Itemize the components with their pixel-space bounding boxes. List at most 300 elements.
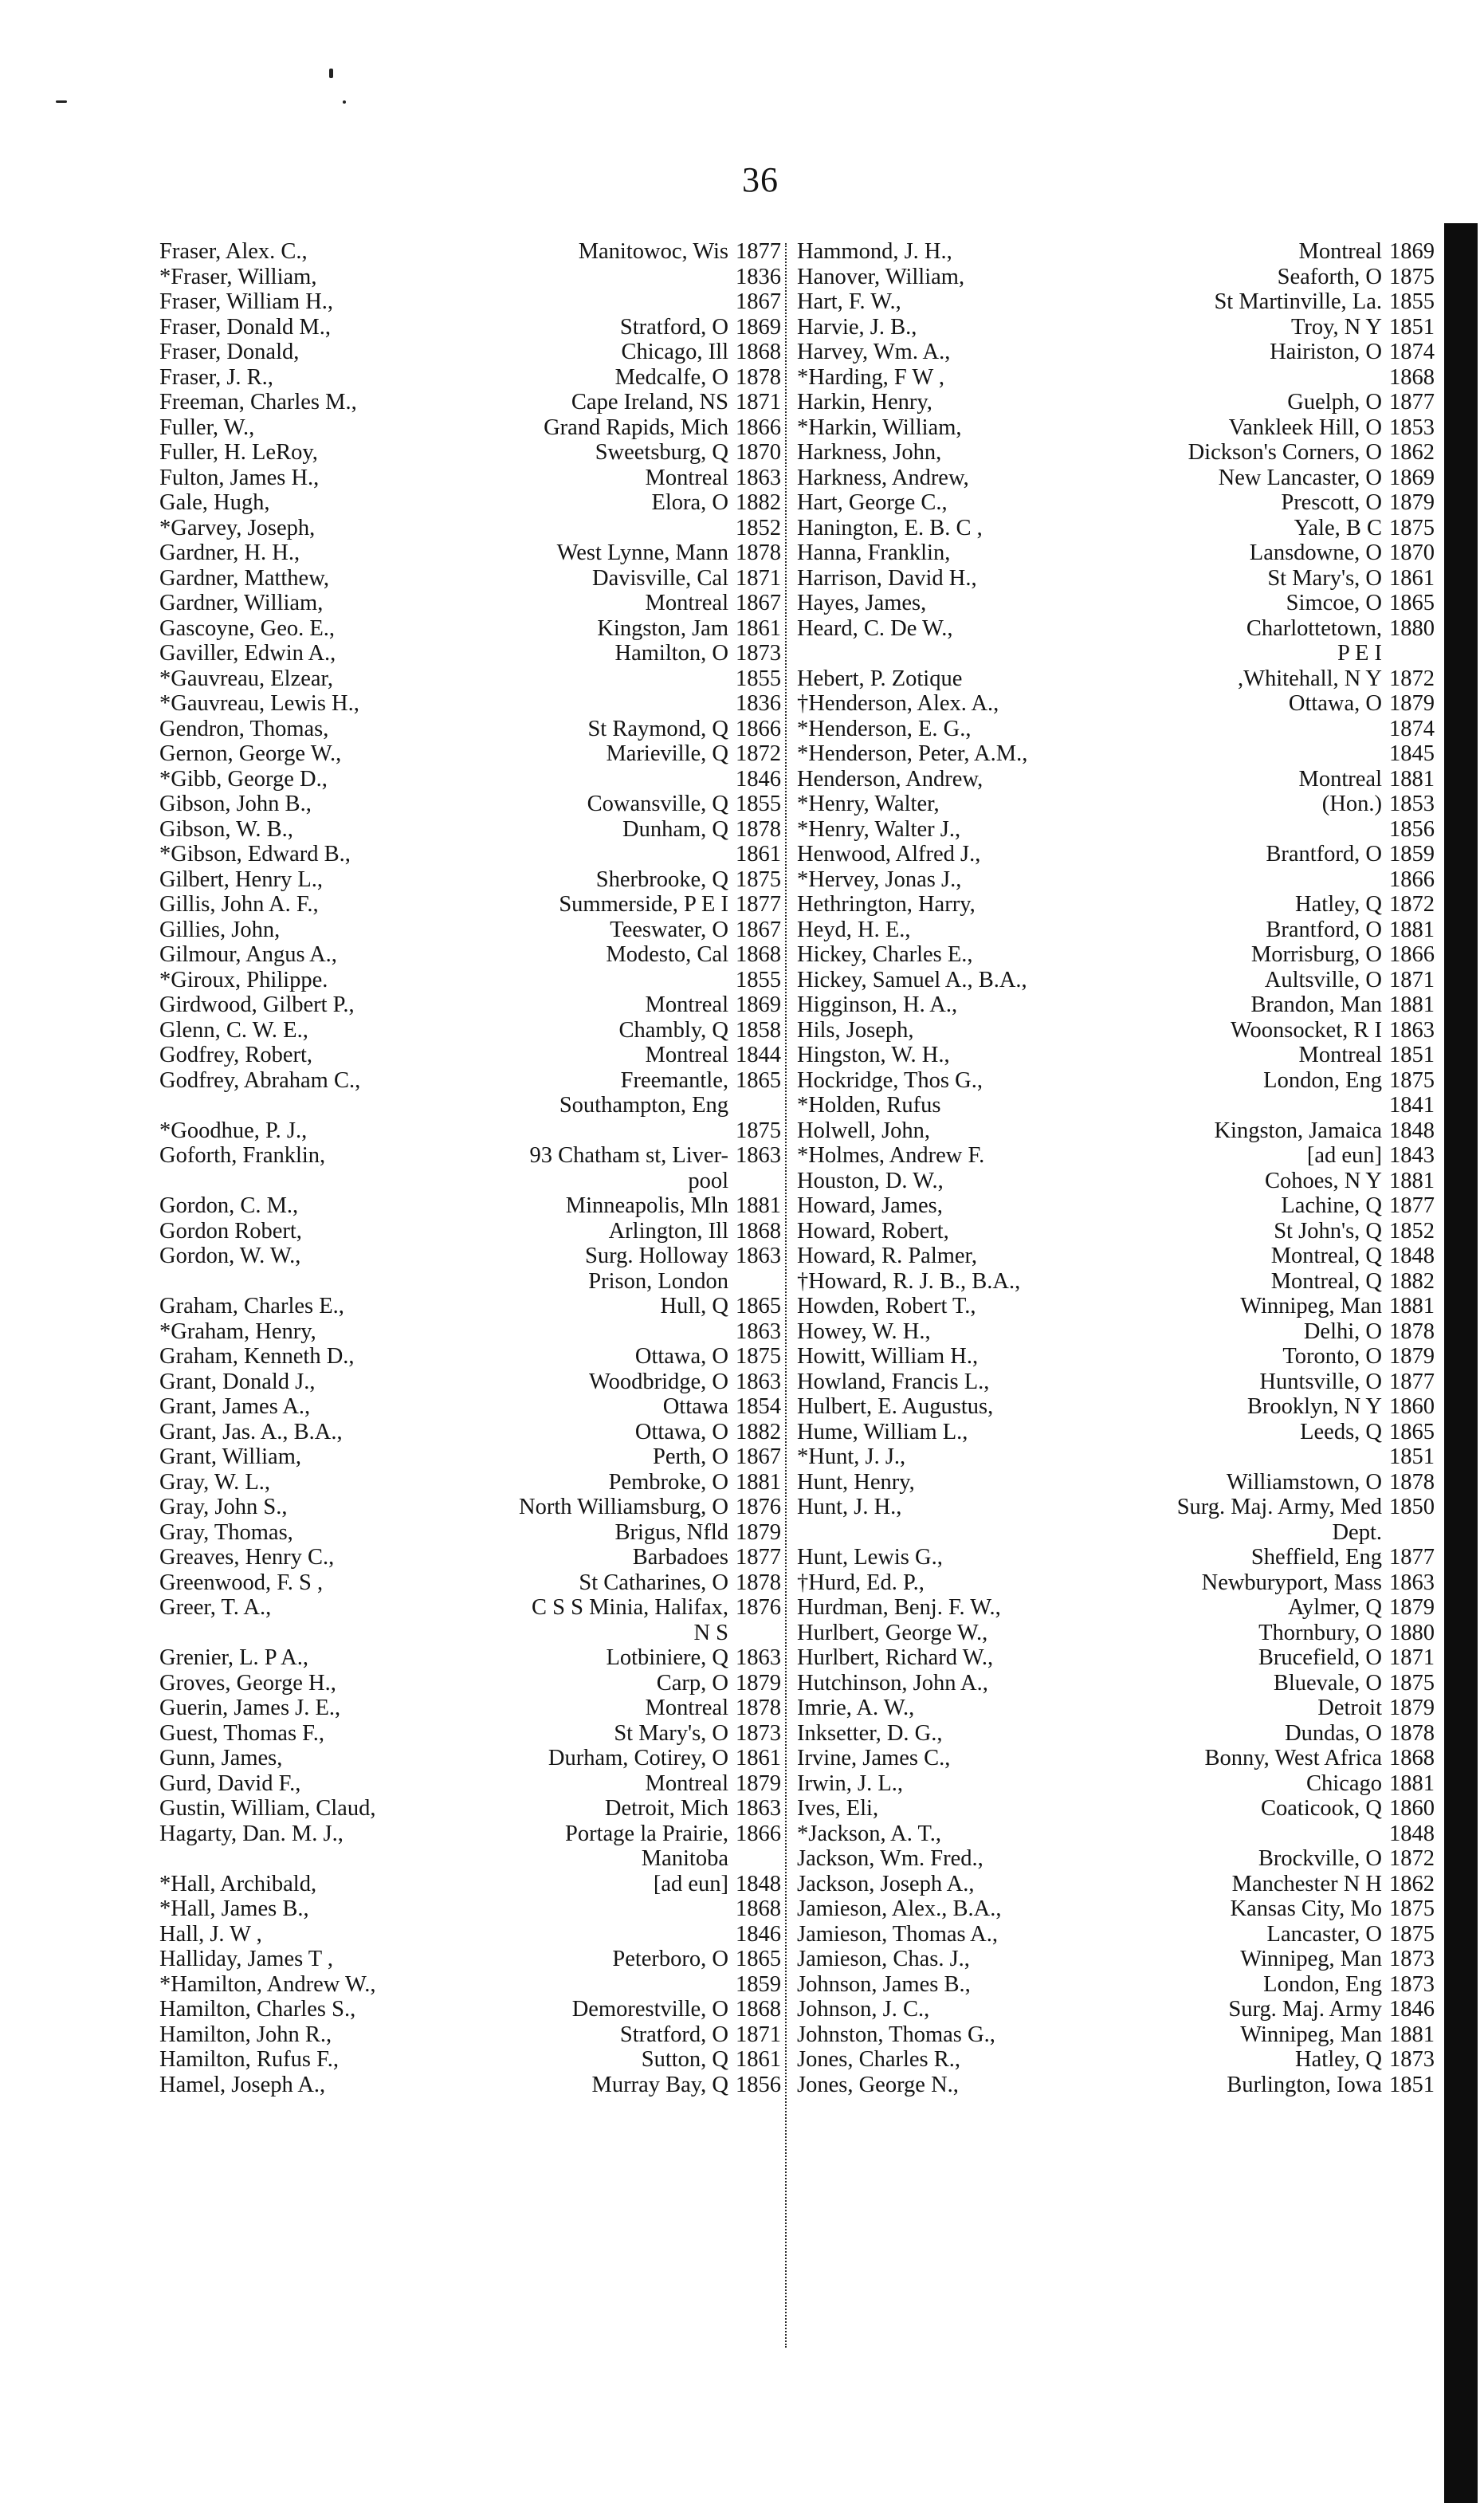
entry-name: Gernon, George W., [159, 741, 342, 766]
entry-name: *Gauvreau, Elzear, [159, 666, 334, 691]
entry-place: Arlington, Ill [608, 1218, 728, 1244]
entry-year: 1869 [736, 314, 781, 340]
entry-year: 1859 [1389, 842, 1435, 867]
entry-name: Gillies, John, [159, 917, 281, 942]
entry-year: 1858 [736, 1017, 781, 1043]
entry-name: Gardner, Matthew, [159, 565, 330, 591]
entry-name: Howard, R. Palmer, [797, 1244, 978, 1268]
entry-year: 1866 [736, 716, 781, 741]
entry-name: *Harding, F W , [797, 364, 944, 390]
entry-place: Montreal [645, 1696, 728, 1720]
entry-year: 1880 [1389, 615, 1435, 641]
entry-name: Johnson, James B., [797, 1971, 971, 1997]
entry-name: Gordon Robert, [159, 1218, 302, 1244]
entry-year: 1873 [736, 1720, 781, 1746]
entry-name: Ives, Eli, [797, 1796, 879, 1821]
entry-name: Jamieson, Thomas A., [797, 1921, 999, 1947]
entry-place: Brandon, Man [1250, 992, 1382, 1017]
directory-entry [797, 1294, 1435, 1319]
directory-entry [797, 918, 1435, 943]
entry-place: London, Eng [1263, 1971, 1382, 1997]
directory-entry [159, 616, 781, 642]
directory-entry [797, 817, 1435, 843]
entry-name: Fraser, William H., [159, 289, 334, 314]
entry-year: 1875 [1389, 1067, 1435, 1093]
directory-entry [159, 1796, 781, 1821]
directory-entry [159, 1344, 781, 1370]
entry-year: 1863 [736, 1318, 781, 1344]
entry-name: Henderson, Andrew, [797, 766, 983, 792]
entry-place: C S S Minia, Halifax, N S [532, 1595, 728, 1645]
directory-entry [797, 1394, 1435, 1420]
entry-place: Winnipeg, Man [1240, 2022, 1382, 2047]
directory-entry [159, 641, 781, 666]
entry-name: *Harkin, William, [797, 415, 962, 440]
entry-place: Montreal [645, 1770, 728, 1796]
directory-entry [797, 842, 1435, 867]
entry-place: Delhi, O [1303, 1318, 1382, 1344]
entry-name: Hamilton, Rufus F., [159, 2047, 339, 2072]
entry-year: 1871 [1389, 967, 1435, 992]
entry-year: 1868 [736, 1896, 781, 1921]
entry-year: 1879 [1389, 1595, 1435, 1620]
entry-year: 1871 [1389, 1645, 1435, 1670]
entry-year: 1836 [736, 264, 781, 289]
entry-year: 1855 [736, 792, 781, 816]
entry-year: 1867 [736, 591, 781, 615]
entry-year: 1866 [1389, 867, 1435, 892]
left-column [159, 239, 781, 2097]
entry-name: Johnson, J. C., [797, 1997, 930, 2022]
directory-entry [797, 2073, 1435, 2098]
directory-entry [797, 591, 1435, 616]
entry-place: Detroit [1317, 1696, 1382, 1720]
entry-name: *Holmes, Andrew F. [797, 1143, 985, 1168]
directory-entry [159, 968, 781, 993]
entry-place: Morrisburg, O [1250, 942, 1382, 967]
directory-entry [797, 1821, 1435, 1847]
entry-place: Grand Rapids, Mich [544, 415, 728, 440]
directory-entry [159, 1143, 781, 1193]
directory-entry [159, 1972, 781, 1998]
directory-entry [159, 867, 781, 893]
entry-name: Fuller, H. LeRoy, [159, 440, 318, 465]
entry-place: Newburyport, Mass [1201, 1570, 1382, 1595]
entry-name: Hurlbert, George W., [797, 1620, 988, 1645]
entry-year: 1848 [1389, 1118, 1435, 1143]
directory-entry [797, 490, 1435, 516]
entry-year: 1881 [1389, 1294, 1435, 1318]
entry-year: 1881 [1389, 2022, 1435, 2047]
entry-name: Freeman, Charles M., [159, 390, 357, 415]
entry-place: Montreal, Q [1270, 1244, 1382, 1268]
entry-year: 1875 [736, 1118, 781, 1143]
entry-year: 1860 [1389, 1796, 1435, 1821]
entry-name: Jamieson, Alex., B.A., [797, 1896, 1002, 1921]
entry-place: St Raymond, Q [587, 716, 728, 741]
directory-entry [797, 239, 1435, 265]
entry-name: Hamilton, John R., [159, 2022, 332, 2047]
entry-name: Jones, Charles R., [797, 2047, 961, 2072]
entry-year: 1844 [736, 1043, 781, 1067]
entry-name: Heyd, H. E., [797, 917, 911, 942]
directory-entry [797, 540, 1435, 566]
entry-place: Murray Bay, Q [591, 2072, 728, 2097]
entry-name: *Graham, Henry, [159, 1318, 316, 1344]
entry-place: London, Eng [1263, 1067, 1382, 1093]
directory-entry [797, 1219, 1435, 1244]
entry-year: 1879 [736, 1670, 781, 1696]
entry-name: *Henry, Walter, [797, 792, 940, 816]
entry-place: St John's, Q [1274, 1218, 1382, 1244]
entry-place: Dundas, O [1285, 1720, 1382, 1746]
entry-year: 1878 [736, 540, 781, 565]
directory-entry [797, 1972, 1435, 1998]
entry-name: Jamieson, Chas. J., [797, 1947, 970, 1971]
entry-name: Greaves, Henry C., [159, 1545, 335, 1570]
entry-year: 1878 [1389, 1720, 1435, 1746]
entry-year: 1861 [736, 1746, 781, 1770]
entry-year: 1846 [736, 1921, 781, 1947]
directory-entry [159, 466, 781, 491]
directory-entry [159, 1746, 781, 1771]
entry-name: Jackson, Wm. Fred., [797, 1846, 983, 1871]
directory-entry [159, 2073, 781, 2098]
entry-year: 1868 [736, 340, 781, 364]
entry-place: Kingston, Jamaica [1214, 1118, 1382, 1143]
entry-place: Pembroke, O [608, 1469, 728, 1495]
directory-entry [797, 1169, 1435, 1194]
entry-name: Grant, William, [159, 1444, 301, 1469]
entry-place: Lansdowne, O [1249, 540, 1382, 565]
entry-name: *Hall, James B., [159, 1896, 309, 1921]
entry-name: Grant, Donald J., [159, 1369, 316, 1394]
entry-name: Howland, Francis L., [797, 1369, 990, 1394]
entry-place: (Hon.) [1321, 792, 1382, 816]
entry-place: Portage la Prairie, Manitoba [565, 1821, 728, 1871]
entry-place: Bonny, West Africa [1204, 1746, 1382, 1770]
entry-name: Gale, Hugh, [159, 490, 270, 515]
entry-name: Harrison, David H., [797, 565, 977, 591]
entry-year: 1881 [1389, 1168, 1435, 1193]
entry-year: 1867 [736, 289, 781, 314]
entry-name: †Hurd, Ed. P., [797, 1570, 925, 1595]
entry-year: 1846 [736, 766, 781, 792]
entry-place: Marieville, Q [606, 741, 728, 766]
entry-name: Irwin, J. L., [797, 1770, 903, 1796]
entry-name: †Henderson, Alex. A., [797, 691, 999, 716]
directory-entry [797, 1771, 1435, 1797]
entry-place: Bluevale, O [1273, 1670, 1382, 1696]
entry-name: Fraser, Donald M., [159, 314, 331, 340]
entry-name: Hils, Joseph, [797, 1017, 914, 1043]
entry-name: Hart, F. W., [797, 289, 901, 314]
entry-name: Girdwood, Gilbert P., [159, 992, 355, 1017]
entry-name: *Gibson, Edward B., [159, 842, 351, 867]
entry-name: Hunt, Lewis G., [797, 1545, 943, 1570]
entry-name: *Fraser, William, [159, 264, 317, 289]
entry-year: 1846 [1389, 1997, 1435, 2022]
directory-entry [159, 717, 781, 742]
directory-entry [159, 792, 781, 817]
entry-year: 1865 [1389, 1419, 1435, 1444]
directory-entry [159, 1420, 781, 1445]
entry-year: 1879 [736, 1519, 781, 1545]
entry-year: 1871 [736, 565, 781, 591]
entry-year: 1868 [1389, 1746, 1435, 1770]
entry-name: Hanington, E. B. C , [797, 515, 983, 540]
entry-name: Gordon, W. W., [159, 1244, 301, 1268]
directory-entry [797, 1621, 1435, 1646]
entry-place: Cohoes, N Y [1265, 1168, 1382, 1193]
entry-name: Guest, Thomas F., [159, 1720, 324, 1746]
directory-entry [159, 340, 781, 365]
entry-place: Winnipeg, Man [1240, 1294, 1382, 1318]
entry-place: Teeswater, O [610, 917, 728, 942]
entry-year: 1871 [736, 390, 781, 415]
directory-entry [159, 440, 781, 466]
entry-name: Grant, Jas. A., B.A., [159, 1419, 343, 1444]
entry-name: Gunn, James, [159, 1746, 283, 1770]
directory-entry [159, 1696, 781, 1721]
entry-year: 1855 [736, 666, 781, 691]
directory-entry [797, 1997, 1435, 2022]
entry-place: Montreal [645, 1043, 728, 1067]
entry-year: 1861 [1389, 565, 1435, 591]
directory-entry [797, 1143, 1435, 1169]
entry-place: Aylmer, Q [1287, 1595, 1382, 1620]
entry-name: †Howard, R. J. B., B.A., [797, 1268, 1021, 1294]
directory-entry [797, 516, 1435, 541]
entry-name: *Hunt, J. J., [797, 1444, 906, 1469]
entry-year: 1877 [736, 892, 781, 917]
entry-name: Hagarty, Dan. M. J., [159, 1821, 344, 1846]
directory-entry [797, 1796, 1435, 1821]
entry-name: Johnston, Thomas G., [797, 2022, 995, 2047]
entry-place: Manitowoc, Wis [578, 239, 728, 264]
entry-place: Demorestville, O [571, 1997, 728, 2022]
entry-place: Williamstown, O [1226, 1469, 1382, 1495]
entry-year: 1866 [736, 415, 781, 440]
directory-entry [797, 741, 1435, 767]
entry-name: Gardner, William, [159, 591, 324, 615]
entry-name: Howard, Robert, [797, 1218, 949, 1244]
directory-entry [159, 1495, 781, 1520]
directory-entry [159, 1520, 781, 1546]
entry-year: 1879 [1389, 1696, 1435, 1720]
entry-year: 1861 [736, 2047, 781, 2072]
entry-name: *Gauvreau, Lewis H., [159, 691, 359, 716]
directory-entry [797, 1018, 1435, 1043]
entry-place: Surg. Maj. Army [1228, 1997, 1382, 2022]
directory-entry [797, 1043, 1435, 1068]
entry-year: 1866 [736, 1821, 781, 1846]
entry-year: 1877 [1389, 1193, 1435, 1218]
entry-year: 1848 [1389, 1244, 1435, 1268]
entry-name: *Gibb, George D., [159, 766, 328, 792]
entry-place: St Mary's, O [1267, 565, 1382, 591]
directory-entry [797, 1093, 1435, 1118]
entry-place: Woonsocket, R I [1230, 1017, 1382, 1043]
entry-name: Howitt, William H., [797, 1344, 979, 1369]
directory-entry [159, 1370, 781, 1395]
directory-entry [797, 691, 1435, 717]
directory-entry [159, 566, 781, 591]
entry-place: Brucefield, O [1258, 1645, 1382, 1670]
directory-entry [159, 1043, 781, 1068]
entry-name: Fraser, Donald, [159, 340, 300, 364]
entry-year: 1863 [736, 1796, 781, 1821]
directory-entry [797, 1947, 1435, 1972]
directory-entry [797, 440, 1435, 466]
entry-name: *Hamilton, Andrew W., [159, 1971, 376, 1997]
entry-name: Inksetter, D. G., [797, 1720, 943, 1746]
directory-entry [797, 1068, 1435, 1094]
directory-entry [797, 365, 1435, 391]
entry-name: Hanover, William, [797, 264, 965, 289]
entry-name: *Henderson, Peter, A.M., [797, 741, 1028, 766]
entry-year: 1861 [736, 615, 781, 641]
entry-place: Brockville, O [1258, 1846, 1382, 1871]
directory-entry [159, 365, 781, 391]
entry-year: 1855 [736, 967, 781, 992]
entry-name: Imrie, A. W., [797, 1696, 915, 1720]
entry-place: Montreal, Q [1270, 1268, 1382, 1294]
directory-entry [797, 968, 1435, 993]
entry-name: Hutchinson, John A., [797, 1670, 988, 1696]
directory-entry [159, 1997, 781, 2022]
entry-place: Peterboro, O [612, 1947, 728, 1971]
directory-entry [159, 1294, 781, 1319]
entry-name: Hickey, Charles E., [797, 942, 973, 967]
entry-year: 1881 [736, 1193, 781, 1218]
entry-year: 1881 [736, 1469, 781, 1495]
directory-entry [797, 265, 1435, 290]
entry-place: Burlington, Iowa [1227, 2072, 1382, 2097]
directory-entry [159, 1545, 781, 1570]
entry-year: 1878 [1389, 1469, 1435, 1495]
entry-place: Ottawa, O [634, 1344, 728, 1369]
entry-place: Brantford, O [1266, 842, 1382, 867]
entry-name: Harvey, Wm. A., [797, 340, 951, 364]
entry-place: Brantford, O [1266, 917, 1382, 942]
entry-place: Dunham, Q [622, 816, 728, 842]
directory-entry [797, 1495, 1435, 1545]
directory-entry [159, 767, 781, 792]
entry-year: 1863 [736, 1143, 781, 1168]
entry-place: Davisville, Cal [592, 565, 728, 591]
directory-entry [797, 942, 1435, 968]
directory-entry [797, 792, 1435, 817]
entry-place: Brigus, Nfld [614, 1519, 728, 1545]
entry-name: Hulbert, E. Augustus, [797, 1394, 994, 1419]
entry-year: 1875 [1389, 1896, 1435, 1921]
entry-year: 1863 [1389, 1570, 1435, 1595]
entry-year: 1881 [1389, 917, 1435, 942]
directory-entry [797, 390, 1435, 415]
directory-entry [797, 1118, 1435, 1144]
entry-year: 1845 [1389, 741, 1435, 766]
directory-entry [797, 992, 1435, 1018]
directory-entry [159, 1118, 781, 1144]
entry-name: Higginson, H. A., [797, 992, 958, 1017]
entry-name: Hart, George C., [797, 490, 948, 515]
entry-name: Glenn, C. W. E., [159, 1017, 308, 1043]
directory-entry [797, 1420, 1435, 1445]
entry-place: Sherbrooke, Q [595, 867, 728, 892]
entry-year: 1882 [736, 490, 781, 515]
directory-entry [159, 540, 781, 566]
directory-entry [159, 390, 781, 415]
scan-edge-shadow [1444, 223, 1478, 2503]
entry-year: 1872 [736, 741, 781, 766]
entry-name: Gustin, William, Claud, [159, 1796, 376, 1821]
entry-name: Gordon, C. M., [159, 1193, 299, 1218]
entry-place: Hatley, Q [1295, 2047, 1382, 2072]
entry-place: Manchester N H [1231, 1871, 1382, 1896]
directory-entry [797, 867, 1435, 893]
entry-year: 1878 [736, 1696, 781, 1720]
entry-name: Hockridge, Thos G., [797, 1067, 983, 1093]
entry-year: 1878 [1389, 1318, 1435, 1344]
directory-entry [159, 1193, 781, 1219]
directory-entry [159, 1595, 781, 1645]
entry-place: Surg. Holloway Prison, London [585, 1244, 728, 1294]
entry-name: *Henry, Walter J., [797, 816, 961, 842]
entry-place: Guelph, O [1287, 390, 1382, 415]
entry-year: 1841 [1389, 1093, 1435, 1118]
directory-entry [797, 616, 1435, 666]
entry-name: Gascoyne, Geo. E., [159, 615, 336, 641]
entry-place: Huntsville, O [1259, 1369, 1382, 1394]
entry-year: 1865 [1389, 591, 1435, 615]
entry-place: Elora, O [651, 490, 728, 515]
entry-place: Winnipeg, Man [1240, 1947, 1382, 1971]
entry-year: 1871 [736, 2022, 781, 2047]
entry-name: Gilmour, Angus A., [159, 942, 337, 967]
directory-entry [797, 2047, 1435, 2073]
entry-year: 1863 [736, 1369, 781, 1394]
entry-year: 1877 [1389, 1369, 1435, 1394]
entry-year: 1873 [1389, 2047, 1435, 2072]
entry-year: 1881 [1389, 992, 1435, 1017]
directory-entry [797, 566, 1435, 591]
directory-entry [797, 767, 1435, 792]
entry-year: 1862 [1389, 1871, 1435, 1896]
entry-name: Jones, George N., [797, 2072, 959, 2097]
entry-place: Ottawa [662, 1394, 728, 1419]
entry-year: 1872 [1389, 1846, 1435, 1871]
entry-place: Prescott, O [1281, 490, 1382, 515]
entry-place: Ottawa, O [1288, 691, 1382, 716]
entry-year: 1866 [1389, 942, 1435, 967]
entry-year: 1882 [1389, 1268, 1435, 1294]
entry-year: 1851 [1389, 1043, 1435, 1067]
entry-year: 1868 [736, 1218, 781, 1244]
directory-entry [159, 1570, 781, 1596]
entry-year: 1881 [1389, 766, 1435, 792]
entry-place: Carp, O [656, 1670, 728, 1696]
entry-year: 1870 [736, 440, 781, 465]
directory-entry [797, 340, 1435, 365]
entry-name: Houston, D. W., [797, 1168, 944, 1193]
entry-place: [ad eun] [653, 1871, 728, 1896]
entry-name: Gray, Thomas, [159, 1519, 293, 1545]
entry-year: 1853 [1389, 792, 1435, 816]
scan-speck [343, 100, 346, 104]
entry-year: 1879 [736, 1770, 781, 1796]
entry-name: Gurd, David F., [159, 1770, 301, 1796]
